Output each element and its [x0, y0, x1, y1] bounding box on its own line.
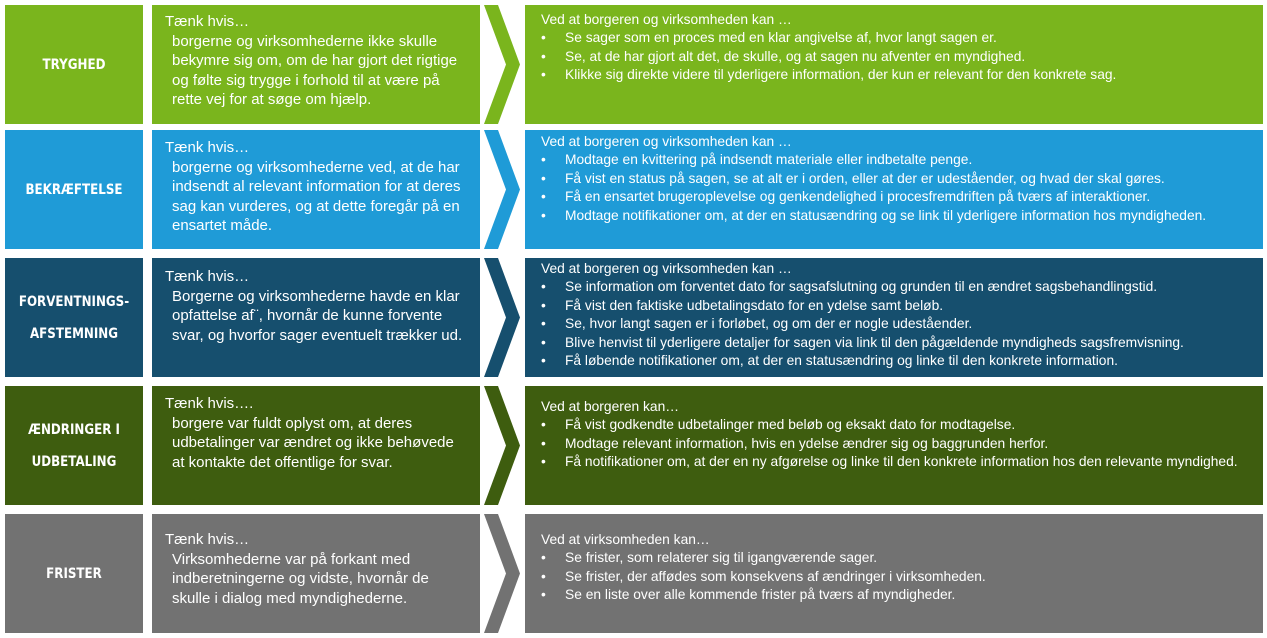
action-item [541, 435, 1253, 453]
chevron-right-icon [482, 130, 522, 249]
action-box [525, 5, 1263, 124]
bullet-icon: • [541, 152, 546, 168]
action-box [525, 386, 1263, 505]
row-1 [0, 5, 1267, 124]
think-heading: Tænk hvis… [165, 531, 250, 548]
think-box [152, 5, 480, 124]
category-label-line: FRISTER [46, 565, 102, 582]
bullet-icon: • [541, 48, 546, 64]
row-4 [0, 386, 1267, 505]
action-item [541, 334, 1253, 352]
bullet-icon: • [541, 279, 546, 295]
action-item-text: Modtage notifikationer om, at der en statusændring og se link til yderligere information hos myndigheden. [565, 207, 1207, 223]
action-heading: Ved at borgeren kan… [541, 399, 680, 414]
action-item [541, 48, 1253, 66]
action-item [541, 549, 1253, 567]
action-item-text: Få vist den faktiske udbetalingsdato for en ydelse samt beløb. [565, 297, 944, 313]
action-list [541, 416, 1253, 471]
action-item [541, 278, 1253, 296]
row-5 [0, 514, 1267, 633]
chevron-right-icon [482, 386, 522, 505]
action-item-text: Se, at de har gjort alt det, de skulle, og at sagen nu afventer en myndighed. [565, 48, 1026, 64]
bullet-icon: • [541, 353, 546, 369]
category-label [17, 130, 130, 249]
action-heading: Ved at borgeren og virksomheden kan … [541, 261, 792, 276]
action-item [541, 297, 1253, 315]
action-list [541, 549, 1253, 604]
action-item-text: Få løbende notifikationer om, at der en statusændring og linke til den konkrete information. [565, 353, 1118, 369]
think-box [152, 386, 480, 505]
bullet-icon: • [541, 316, 546, 332]
action-item-text: Modtage relevant information, hvis en ydelse ændrer sig og baggrunden herfor. [565, 435, 1049, 451]
think-box [152, 130, 480, 249]
action-item [541, 170, 1253, 188]
action-heading: Ved at virksomheden kan… [541, 532, 710, 547]
chevron-right-icon [482, 514, 522, 633]
bullet-icon: • [541, 550, 546, 566]
chevron-shape [484, 258, 520, 377]
action-item-text: Se frister, der affødes som konsekvens af ændringer i virksomheden. [565, 568, 986, 584]
action-list [541, 278, 1253, 370]
bullet-icon: • [541, 435, 546, 451]
bullet-icon: • [541, 297, 546, 313]
action-item [541, 352, 1253, 370]
action-item-text: Få en ensartet brugeroplevelse og genkendelighed i procesfremdriften på tværs af interaktioner. [565, 189, 1151, 205]
row-2 [0, 130, 1267, 249]
category-label-line: BEKRÆFTELSE [25, 181, 123, 198]
action-list [541, 151, 1253, 225]
category-label-line: UDBETALING [31, 453, 117, 470]
action-item-text: Se, hvor langt sagen er i forløbet, og om der er nogle udeståender. [565, 316, 973, 332]
think-body: borgerne og virksomhederne ikke skulle bekymre sig om, om de har gjort det rigtige og følte sig trygge i forhold til at være på rette vej for at søge om hjælp. [172, 32, 458, 109]
category-label [17, 514, 130, 633]
action-item [541, 188, 1253, 206]
bullet-icon: • [541, 334, 546, 350]
action-heading: Ved at borgeren og virksomheden kan … [541, 134, 792, 149]
category-label [17, 258, 130, 377]
chevron-shape [484, 130, 520, 249]
chevron-shape [484, 5, 520, 124]
think-body: Virksomhederne var på forkant med indberetningerne og vidste, hvornår de skulle i dialog med myndighederne. [172, 550, 429, 607]
action-box [525, 258, 1263, 377]
think-body: borgerne og virksomhederne ved, at de har indsendt al relevant information for at deres sag kan vurderes, og at dette foregår på en ensartet måde. [172, 158, 461, 235]
chevron-shape [484, 514, 520, 633]
think-heading: Tænk hvis…. [165, 395, 254, 412]
action-heading: Ved at borgeren og virksomheden kan … [541, 12, 792, 27]
bullet-icon: • [541, 417, 546, 433]
think-box [152, 258, 480, 377]
action-box [525, 130, 1263, 249]
category-label-line: AFSTEMNING [29, 325, 119, 342]
chevron-right-icon [482, 5, 522, 124]
bullet-icon: • [541, 189, 546, 205]
action-item-text: Få vist godkendte udbetalinger med beløb og eksakt dato for modtagelse. [565, 417, 1016, 433]
category-label [17, 386, 130, 505]
bullet-icon: • [541, 207, 546, 223]
action-item [541, 568, 1253, 586]
action-item-text: Se sager som en proces med en klar angivelse af, hvor langt sagen er. [565, 30, 997, 46]
category-label-line: ÆNDRINGER I [28, 421, 120, 438]
chevron-right-icon [482, 258, 522, 377]
action-item [541, 207, 1253, 225]
action-item [541, 151, 1253, 169]
bullet-icon: • [541, 67, 546, 83]
action-item-text: Klikke sig direkte videre til yderligere information, der kun er relevant for den konkrete sag. [565, 67, 1117, 83]
action-item-text: Modtage en kvittering på indsendt materiale eller indbetalte penge. [565, 152, 973, 168]
think-heading: Tænk hvis… [165, 139, 250, 156]
action-item-text: Få notifikationer om, at der en ny afgørelse og linke til den konkrete information hos den relevante myndighed. [565, 454, 1238, 470]
think-body: borgere var fuldt oplyst om, at deres udbetalinger var ændret og ikke behøvede at kontakte det offentlige for svar. [172, 414, 454, 471]
action-item-text: Se en liste over alle kommende frister på tværs af myndigheder. [565, 587, 956, 603]
chevron-shape [484, 386, 520, 505]
bullet-icon: • [541, 454, 546, 470]
think-box [152, 514, 480, 633]
action-item [541, 315, 1253, 333]
think-body: Borgerne og virksomhederne havde en klar opfattelse af¨, hvornår de kunne forvente svar, og hvorfor sager eventuelt trækker ud. [172, 287, 463, 344]
category-label-line: FORVENTNINGS- [18, 293, 130, 310]
action-item-text: Se frister, som relaterer sig til igangværende sager. [565, 550, 878, 566]
bullet-icon: • [541, 170, 546, 186]
action-item-text: Blive henvist til yderligere detaljer for sagen via link til den pågældende myndigheds sagsfremvisning. [565, 334, 1184, 350]
action-item [541, 453, 1253, 471]
action-item-text: Se information om forventet dato for sagsafslutning og grunden til en ændret sagsbehandlingstid. [565, 279, 1158, 295]
action-box [525, 514, 1263, 633]
bullet-icon: • [541, 568, 546, 584]
bullet-icon: • [541, 30, 546, 46]
think-heading: Tænk hvis… [165, 13, 250, 30]
category-label-line: TRYGHED [42, 56, 106, 73]
think-heading: Tænk hvis… [165, 268, 250, 285]
action-item [541, 416, 1253, 434]
action-item-text: Få vist en status på sagen, se at alt er i orden, eller at der er udeståender, og hvad der skal gøres. [565, 170, 1165, 186]
action-list [541, 29, 1253, 84]
action-item [541, 29, 1253, 47]
bullet-icon: • [541, 587, 546, 603]
action-item [541, 586, 1253, 604]
category-label [17, 5, 130, 124]
row-3 [0, 258, 1267, 377]
action-item [541, 66, 1253, 84]
